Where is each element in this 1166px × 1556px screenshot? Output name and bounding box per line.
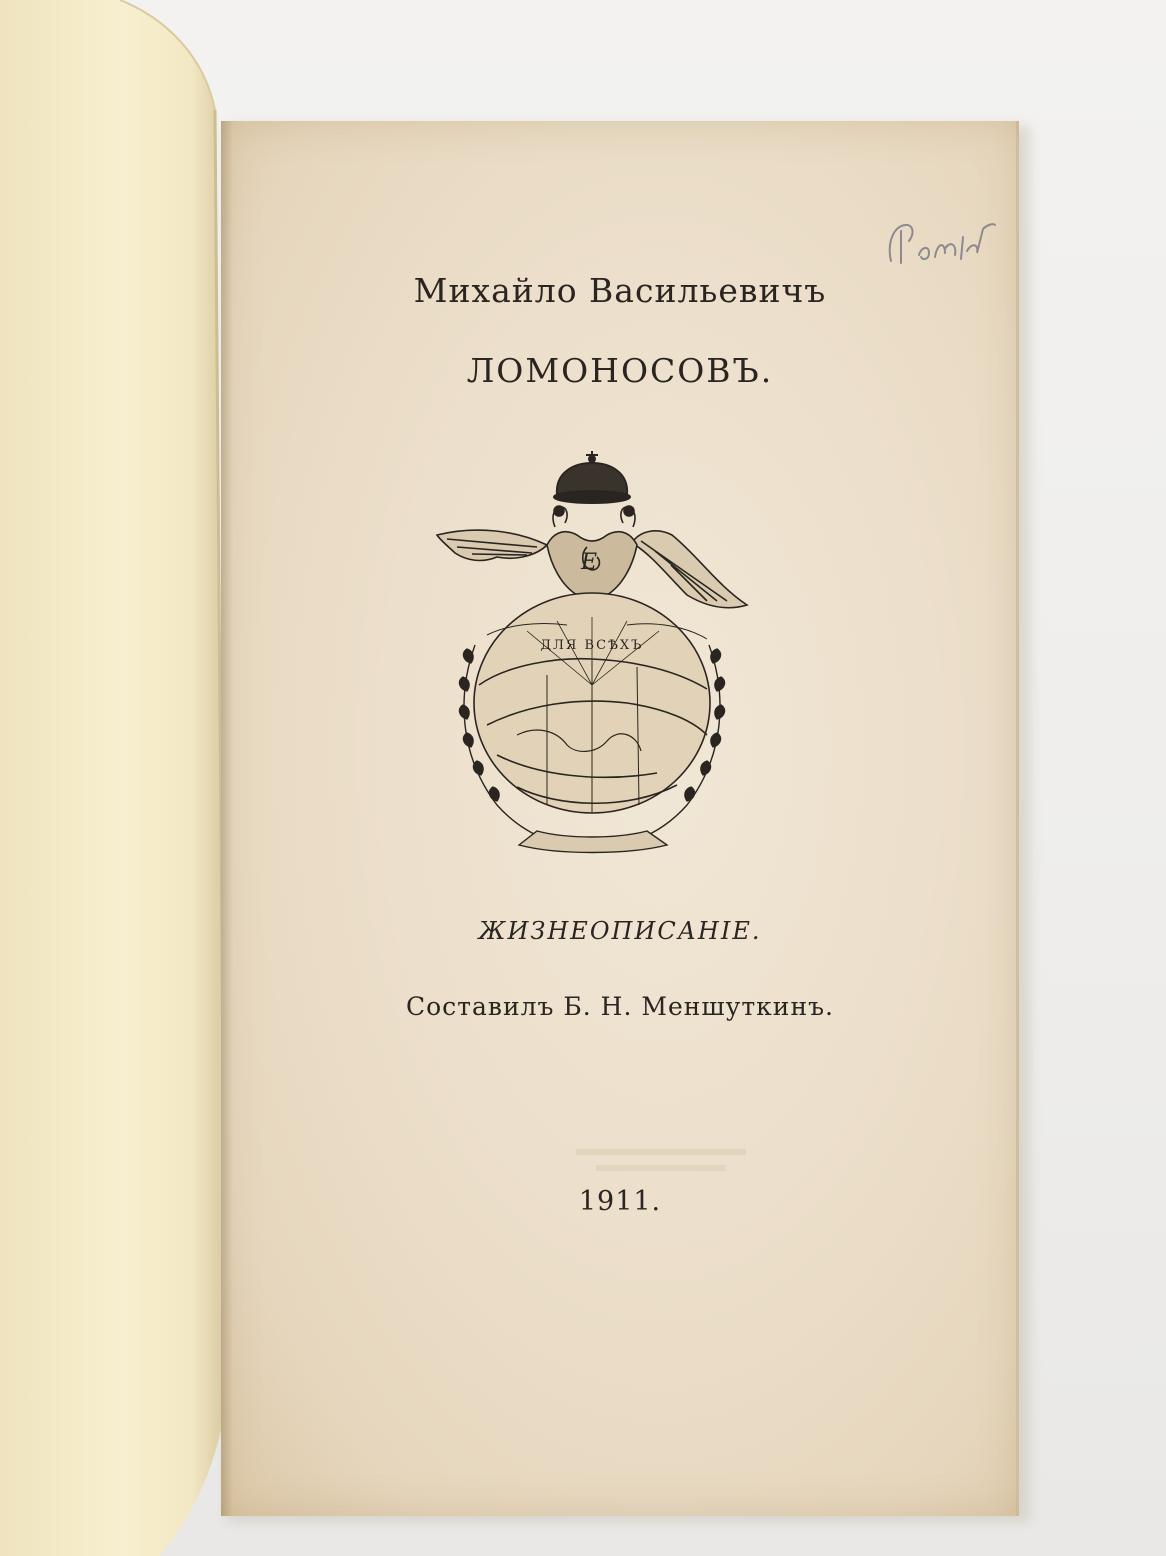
compiler-line: Составилъ Б. Н. Меншуткинъ. [406, 992, 834, 1021]
motto-text: ДЛЯ ВСѢХЪ [540, 638, 644, 653]
crown-icon [554, 451, 630, 503]
faint-show-through [566, 1141, 756, 1186]
publication-year: 1911. [578, 1186, 662, 1217]
title-page [221, 121, 1019, 1516]
left-page [0, 0, 240, 1556]
emblem-vignette [427, 435, 757, 855]
monogram-text: Е [580, 550, 598, 575]
author-name: Михайло Васильевичъ [413, 271, 827, 310]
author-surname: ЛОМОНОСОВЪ. [466, 351, 774, 390]
subtitle: ЖИЗНЕОПИСАНIЕ. [478, 917, 762, 945]
